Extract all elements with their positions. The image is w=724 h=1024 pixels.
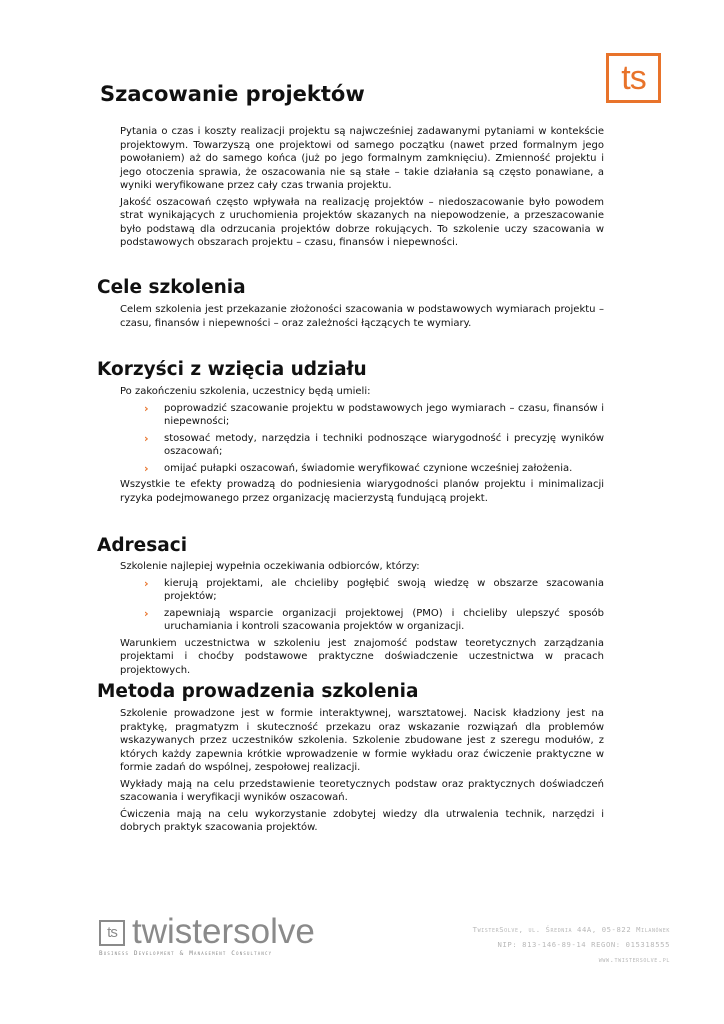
paragraph: Jakość oszacowań często wpływała na realizację projektów – niedoszacowanie było powodem strat wynikających z uruchomienia projektów skazanych na niepowodzenie, a przeszacowanie było podstawą dla odrzucania projektów dobrze rokujących. To szkolenie uczy szacowania w podstawowych obszarach projektu – czasu, finansów i niepewności. xyxy=(120,196,604,248)
footer-contact xyxy=(473,922,670,967)
footer-logo-mark: ts xyxy=(99,920,125,946)
cele-section xyxy=(120,303,604,333)
list-item-text: omijać pułapki oszacowań, świadomie weryfikować czynione wcześniej założenia. xyxy=(164,462,573,474)
list-item-text: stosować metody, narzędzia i techniki podnoszące wiarygodność i precyzję wyników oszacowań; xyxy=(164,432,604,457)
korzysci-section xyxy=(120,385,604,508)
benefits-list xyxy=(120,402,604,476)
footer-ids: NIP: 813-146-89-14 REGON: 015318555 xyxy=(497,940,670,949)
chevron-right-icon: › xyxy=(144,606,149,620)
paragraph: Pytania o czas i koszty realizacji projektu są najwcześniej zadawanymi pytaniami w kontekście projektowym. Towarzyszą one projektowi od samego początku (nawet przed formalnym jego powołaniem) aż do samego końca (już po jego formalnym zamknięciu). Zmienność projektu i jego otoczenia sprawia, że oszacowania nie są stałe – takie działania są często ponawiane, a wyniki weryfikowane przez cały czas trwania projektu. xyxy=(120,126,604,191)
list-item xyxy=(144,461,604,476)
footer-brand-name: twistersolve xyxy=(132,912,315,951)
chevron-right-icon: › xyxy=(144,461,149,475)
paragraph: Po zakończeniu szkolenia, uczestnicy będą umieli: xyxy=(120,386,371,397)
footer-website-link[interactable]: www.twistersolve.pl xyxy=(598,955,670,964)
metoda-section xyxy=(120,707,604,838)
list-item xyxy=(144,576,604,604)
paragraph: Wszystkie te efekty prowadzą do podniesienia wiarygodności planów projektu i minimalizacji ryzyka podejmowanego przez organizację macierzystą fundującą projekt. xyxy=(120,479,604,504)
list-item-text: poprowadzić szacowanie projektu w podstawowych jego wymiarach – czasu, finansów i niepewności; xyxy=(164,402,604,427)
adresaci-section xyxy=(120,560,604,680)
list-item xyxy=(144,431,604,459)
paragraph: Celem szkolenia jest przekazanie złożoności szacowania w podstawowych wymiarach projektu – czasu, finansów i niepewności – oraz zależności łączących te wymiary. xyxy=(120,304,604,329)
chevron-right-icon: › xyxy=(144,401,149,415)
intro-section xyxy=(120,125,604,253)
paragraph: Wykłady mają na celu przedstawienie teoretycznych podstaw oraz praktycznych doświadczeń szacowania i weryfikacji wyników oszacowań. xyxy=(120,778,604,803)
chevron-right-icon: › xyxy=(144,576,149,590)
paragraph: Szkolenie prowadzone jest w formie interaktywnej, warsztatowej. Nacisk kładziony jest na praktykę, pragmatyzm i skuteczność przekazu oraz wskazanie rozwiązań dla problemów wskazywanych przez uczestników szkolenia. Szkolenie zbudowane jest z szeregu modułów, z których każdy zapewnia krótkie wprowadzenie w formie wykładu oraz ćwiczenie praktyczne w formie zadań do wspólnej, zespołowej realizacji. xyxy=(120,708,604,773)
footer-tagline: Business Development & Management Consultancy xyxy=(99,950,273,957)
audience-list xyxy=(120,577,604,634)
section-heading-cele: Cele szkolenia xyxy=(97,277,246,298)
page-title: Szacowanie projektów xyxy=(100,82,365,106)
list-item xyxy=(144,606,604,634)
section-heading-metoda: Metoda prowadzenia szkolenia xyxy=(97,681,419,702)
list-item xyxy=(144,401,604,429)
paragraph: Warunkiem uczestnictwa w szkoleniu jest znajomość podstaw teoretycznych zarządzania projektami i choćby podstawowe praktyczne doświadczenie uczestnictwa w pracach projektowych. xyxy=(120,637,604,676)
company-logo xyxy=(606,53,661,103)
list-item-text: zapewniają wsparcie organizacji projektowej (PMO) i chcieliby ulepszyć sposób uruchamiania i kontroli szacowania projektów w organizacji. xyxy=(164,607,604,632)
chevron-right-icon: › xyxy=(144,431,149,445)
logo-text: ts xyxy=(621,59,646,97)
section-heading-korzysci: Korzyści z wzięcia udziału xyxy=(97,359,367,380)
list-item-text: kierują projektami, ale chcieliby pogłębić swoją wiedzę w obszarze szacowania projektów; xyxy=(164,577,604,602)
paragraph: Ćwiczenia mają na celu wykorzystanie zdobytej wiedzy dla utrwalenia technik, narzędzi i dobrych praktyk szacowania projektów. xyxy=(120,808,604,833)
paragraph: Szkolenie najlepiej wypełnia oczekiwania odbiorców, którzy: xyxy=(120,561,420,572)
footer-logo xyxy=(99,912,339,962)
footer-address: TwisterSolve, ul. Średnia 44A, 05-822 Milanówek xyxy=(472,925,670,934)
section-heading-adresaci: Adresaci xyxy=(97,535,188,556)
